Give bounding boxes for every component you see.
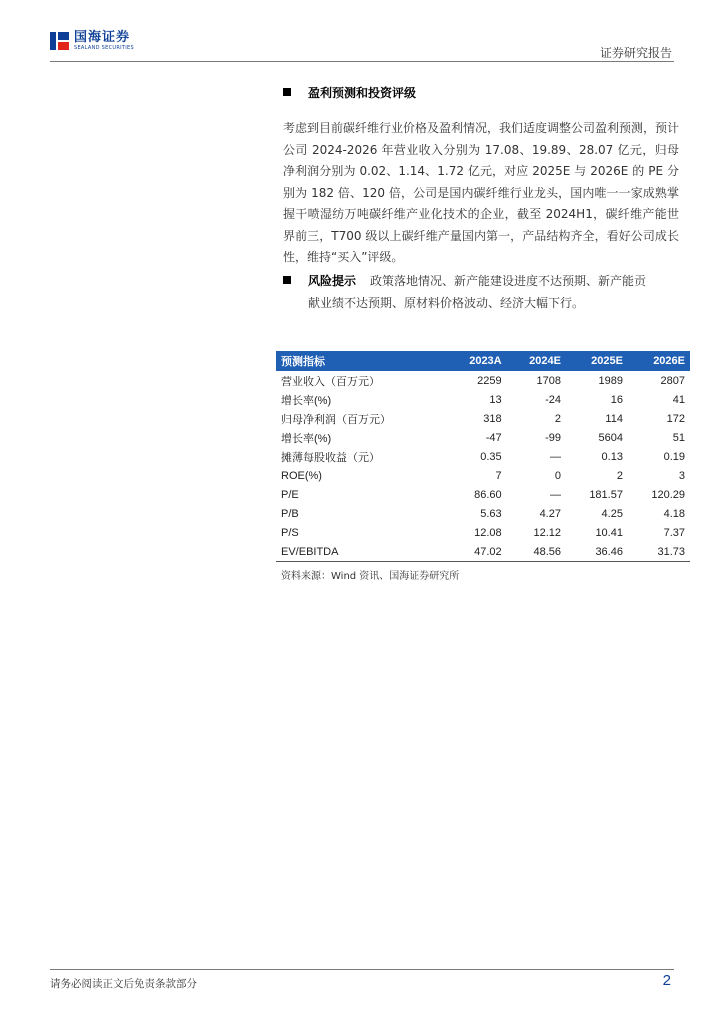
value-cell: 41 <box>672 393 685 406</box>
value-cell: 51 <box>672 431 685 444</box>
value-cell: 120.29 <box>651 488 685 501</box>
table-row <box>276 485 690 504</box>
table-header-cell: 预测指标 <box>276 351 446 371</box>
value-cell: 0.35 <box>480 450 502 463</box>
row-label-cell: 摊薄每股收益（元） <box>281 451 380 464</box>
table-header-cell: 2025E <box>566 351 628 371</box>
value-cell: 0.19 <box>663 450 685 463</box>
doc-type-label: 证券研究报告 <box>599 46 672 60</box>
value-cell: -47 <box>485 431 502 444</box>
value-cell: 3 <box>678 469 685 482</box>
table-row <box>276 409 690 428</box>
footer-divider <box>50 969 674 970</box>
table-header-cell: 2026E <box>628 351 690 371</box>
table-header-cell: 2023A <box>446 351 506 371</box>
table-row <box>276 504 690 523</box>
table-header-cell: 2024E <box>507 351 566 371</box>
table-row <box>276 542 690 562</box>
table-source-note: 资料来源：Wind 资讯、国海证券研究所 <box>281 571 460 582</box>
value-cell: 86.60 <box>474 488 502 501</box>
row-label-cell: EV/EBITDA <box>276 542 446 562</box>
value-cell: — <box>549 450 561 463</box>
value-cell: 172 <box>666 412 685 425</box>
table-row <box>276 447 690 466</box>
forecast-paragraph: 考虑到目前碳纤维行业价格及盈利情况，我们适度调整公司盈利预测，预计公司 2024-2026 年营业收入分别为 17.08、19.89、28.07 亿元，归母净利润分别为 0.02、1.14、1.72 亿元，对应 2025E 与 2026E 的 PE 分别为 182 倍、120 倍，公司是国内碳纤维行业龙头，国内唯一一家成熟掌握干喷湿纺万吨碳纤维产业化技术的企业，截至 2024H1，碳纤维产能世界前三，T700 级以上碳纤维产量国内第一，产品结构齐全，看好公司成长性，维持“买入”评级。 <box>283 121 680 264</box>
value-cell: 4.27 <box>539 507 561 520</box>
value-cell: 48.56 <box>507 542 566 562</box>
risk-text-line1: 政策落地情况、新产能建设进度不达预期、新产能贡 <box>370 274 647 288</box>
table-row <box>276 428 690 447</box>
row-label-cell: P/E <box>281 488 299 501</box>
row-label-cell: ROE(%) <box>281 469 322 482</box>
table-header-row <box>276 351 690 371</box>
forecast-table <box>276 351 690 562</box>
value-cell: 2 <box>616 469 623 482</box>
logo-name-cn: 国海证券 <box>74 30 131 45</box>
page-number: 2 <box>662 972 671 989</box>
value-cell: 318 <box>483 412 502 425</box>
table-row <box>276 390 690 409</box>
value-cell: 114 <box>605 412 623 425</box>
company-logo <box>50 30 134 52</box>
logo-name-en: SEALAND SECURITIES <box>74 45 134 51</box>
forecast-section-title <box>283 84 416 101</box>
value-cell: 47.02 <box>446 542 506 562</box>
logo-mark-icon <box>50 30 70 52</box>
value-cell: 7 <box>495 469 502 482</box>
value-cell: 16 <box>610 393 623 406</box>
row-label-cell: 归母净利润（百万元） <box>281 413 391 426</box>
value-cell: 12.08 <box>474 526 502 539</box>
value-cell: 10.41 <box>595 526 623 539</box>
value-cell: 5604 <box>598 431 623 444</box>
value-cell: 12.12 <box>533 526 561 539</box>
value-cell: 1708 <box>536 374 561 387</box>
value-cell: 31.73 <box>628 542 690 562</box>
value-cell: -24 <box>545 393 561 406</box>
square-bullet-icon <box>283 276 291 284</box>
risk-label: 风险提示 <box>308 274 357 288</box>
value-cell: 1989 <box>598 374 623 387</box>
table-row <box>276 523 690 542</box>
row-label-cell: 增长率(%) <box>281 394 332 407</box>
risk-text-line2: 献业绩不达预期、原材料价格波动、经济大幅下行。 <box>308 295 585 310</box>
page-header <box>50 30 674 60</box>
value-cell: 13 <box>489 393 502 406</box>
value-cell: -99 <box>545 431 561 444</box>
row-label-cell: 营业收入（百万元） <box>281 375 380 388</box>
value-cell: 2259 <box>477 374 502 387</box>
row-label-cell: P/S <box>281 526 299 539</box>
row-label-cell: P/B <box>281 507 299 520</box>
square-bullet-icon <box>283 88 291 96</box>
value-cell: 0.13 <box>601 450 623 463</box>
footer-disclaimer: 请务必阅读正文后免责条款部分 <box>50 978 197 990</box>
value-cell: 7.37 <box>663 526 685 539</box>
value-cell: 2807 <box>660 374 685 387</box>
header-divider <box>50 61 674 62</box>
value-cell: 36.46 <box>566 542 628 562</box>
risk-section <box>283 271 679 314</box>
value-cell: 5.63 <box>480 507 502 520</box>
row-label-cell: 增长率(%) <box>281 432 332 445</box>
table-row <box>276 466 690 485</box>
value-cell: 4.18 <box>663 507 685 520</box>
value-cell: 181.57 <box>589 488 623 501</box>
value-cell: — <box>549 488 561 501</box>
table-row <box>276 371 690 390</box>
value-cell: 4.25 <box>601 507 623 520</box>
value-cell: 0 <box>554 469 561 482</box>
value-cell: 2 <box>554 412 561 425</box>
forecast-title-text: 盈利预测和投资评级 <box>308 86 417 100</box>
